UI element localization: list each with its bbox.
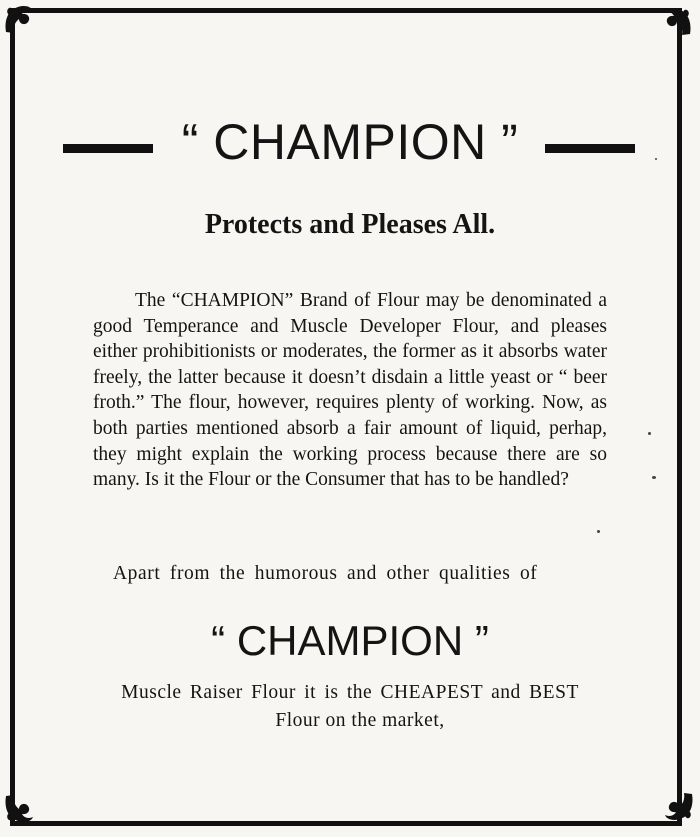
corner-ornament-top-right-icon (660, 4, 694, 38)
corner-ornament-bottom-left-icon (2, 792, 36, 826)
headline-repeat: “ CHAMPION ” (211, 617, 489, 664)
print-speck (648, 432, 651, 435)
closing-line-1: Muscle Raiser Flour it is the CHEAPEST and BEST (121, 682, 579, 703)
closing-line-2: Flour on the market, (275, 710, 445, 731)
body-continued: Apart from the humorous and other qualities of (113, 563, 538, 584)
tagline: Protects and Pleases All. (204, 209, 496, 240)
print-speck (655, 158, 657, 160)
body-paragraph (93, 288, 607, 493)
headline: “ CHAMPION ” (181, 114, 519, 170)
print-speck (597, 530, 600, 533)
corner-ornament-top-left-icon (2, 2, 36, 36)
print-speck (652, 476, 656, 479)
body-text: The “CHAMPION” Brand of Flour may be denominated a good Temperance and Muscle Developer Flour, and pleases either prohibitionists or moderates, the former as it absorbs water freely, the latter because it doesn’t disdain a little yeast or “ beer froth.” The flour, however, requires plenty of working. Now, as both parties mentioned absorb a fair amount of liquid, perhap, they might explain the working process because there are so many. Is it the Flour or the Consumer that has to be handled? (93, 290, 607, 491)
corner-ornament-bottom-right-icon (662, 790, 696, 824)
